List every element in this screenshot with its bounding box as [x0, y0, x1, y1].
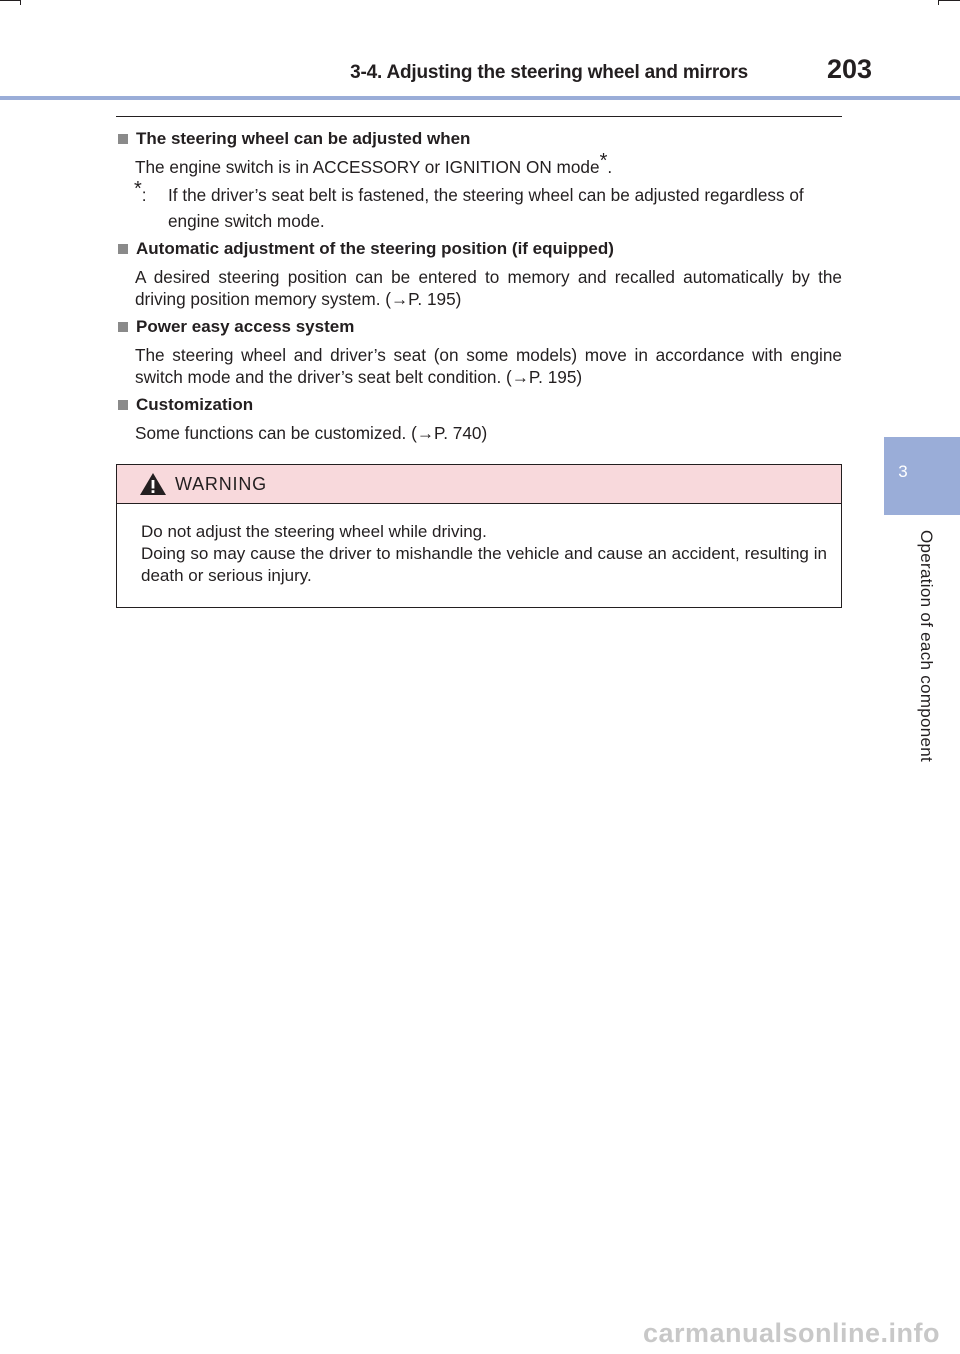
footnote-continuation: engine switch mode. [168, 211, 325, 231]
section-heading: Automatic adjustment of the steering position (if equipped) [116, 238, 842, 260]
section-heading: Power easy access system [116, 316, 842, 338]
warning-title: WARNING [175, 473, 267, 494]
warning-triangle-icon [139, 472, 167, 496]
crop-mark [938, 0, 960, 1]
warning-header [117, 465, 841, 504]
section-heading: The steering wheel can be adjusted when [116, 128, 842, 150]
header-section-title: 3-4. Adjusting the steering wheel and mirrors [350, 62, 748, 83]
warning-box [116, 464, 842, 608]
square-bullet-icon [118, 322, 128, 332]
footnote-text: If the driver’s seat belt is fastened, the steering wheel can be adjusted regardless of [168, 185, 804, 205]
warning-line: Doing so may cause the driver to mishandle the vehicle and cause an accident, resulting in death or serious injury. [141, 544, 827, 585]
content [116, 128, 842, 450]
square-bullet-icon [118, 400, 128, 410]
footnote-marker: *: [134, 178, 147, 205]
section-body: A desired steering position can be entered to memory and recalled automatically by the driving position memory system. (→P. 195) [135, 267, 842, 309]
header-rule [0, 96, 960, 100]
section-customization [116, 394, 842, 444]
crop-mark [20, 0, 21, 5]
section-auto-adjustment [116, 238, 842, 310]
section-body: Some functions can be customized. (→P. 740) [135, 423, 488, 443]
crop-mark [0, 0, 20, 1]
warning-body [117, 504, 841, 587]
page-number: 203 [826, 54, 872, 84]
section-heading: Customization [116, 394, 842, 416]
square-bullet-icon [118, 244, 128, 254]
warning-line: Do not adjust the steering wheel while driving. [141, 522, 487, 541]
section-adjust-when [116, 128, 842, 232]
asterisk-icon: * [599, 150, 608, 172]
watermark-text: carmanualsonline.info [642, 1318, 940, 1348]
chapter-tab-label: Operation of each component [917, 530, 936, 763]
asterisk-icon: * [134, 178, 142, 200]
section-power-easy-access [116, 316, 842, 388]
section-body: The steering wheel and driver’s seat (on some models) move in accordance with engine switch mode and the driver’s seat belt condition. (→P. 195) [135, 345, 842, 387]
square-bullet-icon [118, 134, 128, 144]
footnote [134, 178, 842, 206]
chapter-tab-number: 3 [898, 462, 908, 481]
content-top-rule [116, 116, 842, 117]
section-body: The engine switch is in ACCESSORY or IGNITION ON mode*. [135, 150, 613, 177]
